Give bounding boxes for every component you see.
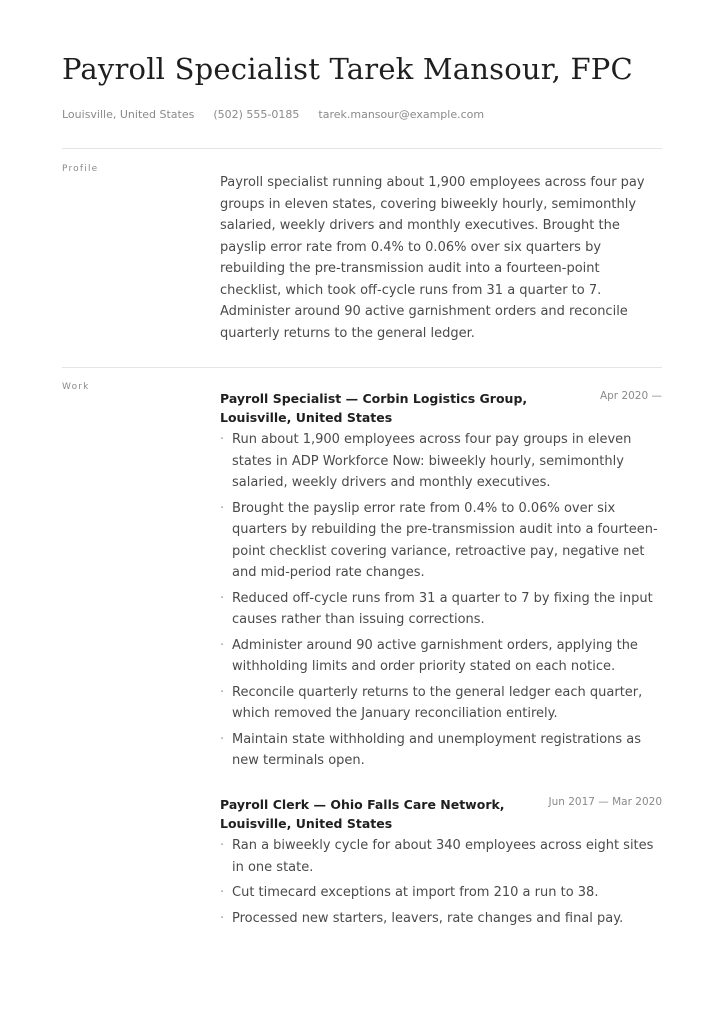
bullet-icon: · xyxy=(220,910,225,926)
bullet-icon: · xyxy=(220,885,225,900)
job-bullet xyxy=(220,835,662,878)
bullet-text: Reduced off-cycle runs from 31 a quarter to 7 by fixing the input causes rather than issuing corrections. xyxy=(232,590,653,627)
job-bullet xyxy=(220,588,662,631)
bullet-text: Brought the payslip error rate from 0.4% to 0.06% over six quarters by rebuilding the pre-transmission audit into a fourteen-point checklist covering variance, retroactive pay, negative net and mid-period rate changes. xyxy=(232,500,658,580)
job-bullet xyxy=(220,908,662,930)
job-entry xyxy=(220,389,662,776)
bullet-icon: · xyxy=(220,590,225,606)
job-title: Payroll Specialist — Corbin Logistics Group, Louisville, United States xyxy=(220,391,528,425)
bullet-icon: · xyxy=(220,500,225,516)
page-title: Payroll Specialist Tarek Mansour, FPC xyxy=(62,52,633,86)
section-label-profile: Profile xyxy=(62,164,99,174)
bullet-text: Administer around 90 active garnishment orders, applying the withholding limits and order priority stated on each notice. xyxy=(232,637,638,674)
bullet-icon: · xyxy=(220,637,225,653)
bullet-text: Processed new starters, leavers, rate changes and final pay. xyxy=(232,910,624,926)
section-label-work: Work xyxy=(62,382,90,392)
contact-line xyxy=(62,108,503,121)
bullet-icon: · xyxy=(220,684,225,700)
bullet-text: Maintain state withholding and unemployment registrations as new terminals open. xyxy=(232,731,642,768)
bullet-text: Run about 1,900 employees across four pay groups in eleven states in ADP Workforce Now: biweekly hourly, semimonthly salaried, weekly drivers and monthly executives. xyxy=(232,432,632,490)
job-bullet xyxy=(220,498,662,584)
job-bullet xyxy=(220,682,662,725)
bullet-icon: · xyxy=(220,731,225,747)
email-text: tarek.mansour@example.com xyxy=(318,108,485,121)
job-bullet xyxy=(220,882,662,904)
phone-text: (502) 555-0185 xyxy=(213,108,300,121)
job-dates: Jun 2017 — Mar 2020 xyxy=(548,796,662,808)
profile-summary: Payroll specialist running about 1,900 employees across four pay groups in eleven states, covering biweekly hourly, semimonthly salaried, weekly drivers and monthly executives. Brought the payslip error rate from 0.4% to 0.06% over six quarters by rebuilding the pre-transmission audit into a fourteen-point checklist, which took off-cycle runs from 31 a quarter to 7. Administer around 90 active garnishment orders and reconcile quarterly returns to the general ledger. xyxy=(220,175,645,341)
job-entry xyxy=(220,795,662,933)
job-bullet xyxy=(220,635,662,678)
job-bullet-list xyxy=(220,835,662,929)
job-title: Payroll Clerk — Ohio Falls Care Network, Louisville, United States xyxy=(220,797,505,831)
bullet-text: Cut timecard exceptions at import from 210 a run to 38. xyxy=(232,885,599,900)
job-bullet-list xyxy=(220,429,662,772)
bullet-text: Ran a biweekly cycle for about 340 employees across eight sites in one state. xyxy=(232,838,654,875)
divider xyxy=(62,148,662,149)
bullet-text: Reconcile quarterly returns to the general ledger each quarter, which removed the January reconciliation entirely. xyxy=(232,684,643,721)
bullet-icon: · xyxy=(220,838,225,853)
job-bullet xyxy=(220,429,662,494)
location-text: Louisville, United States xyxy=(62,108,195,121)
job-bullet xyxy=(220,729,662,772)
job-dates: Apr 2020 — xyxy=(599,390,662,402)
bullet-icon: · xyxy=(220,432,225,447)
divider xyxy=(62,367,662,368)
